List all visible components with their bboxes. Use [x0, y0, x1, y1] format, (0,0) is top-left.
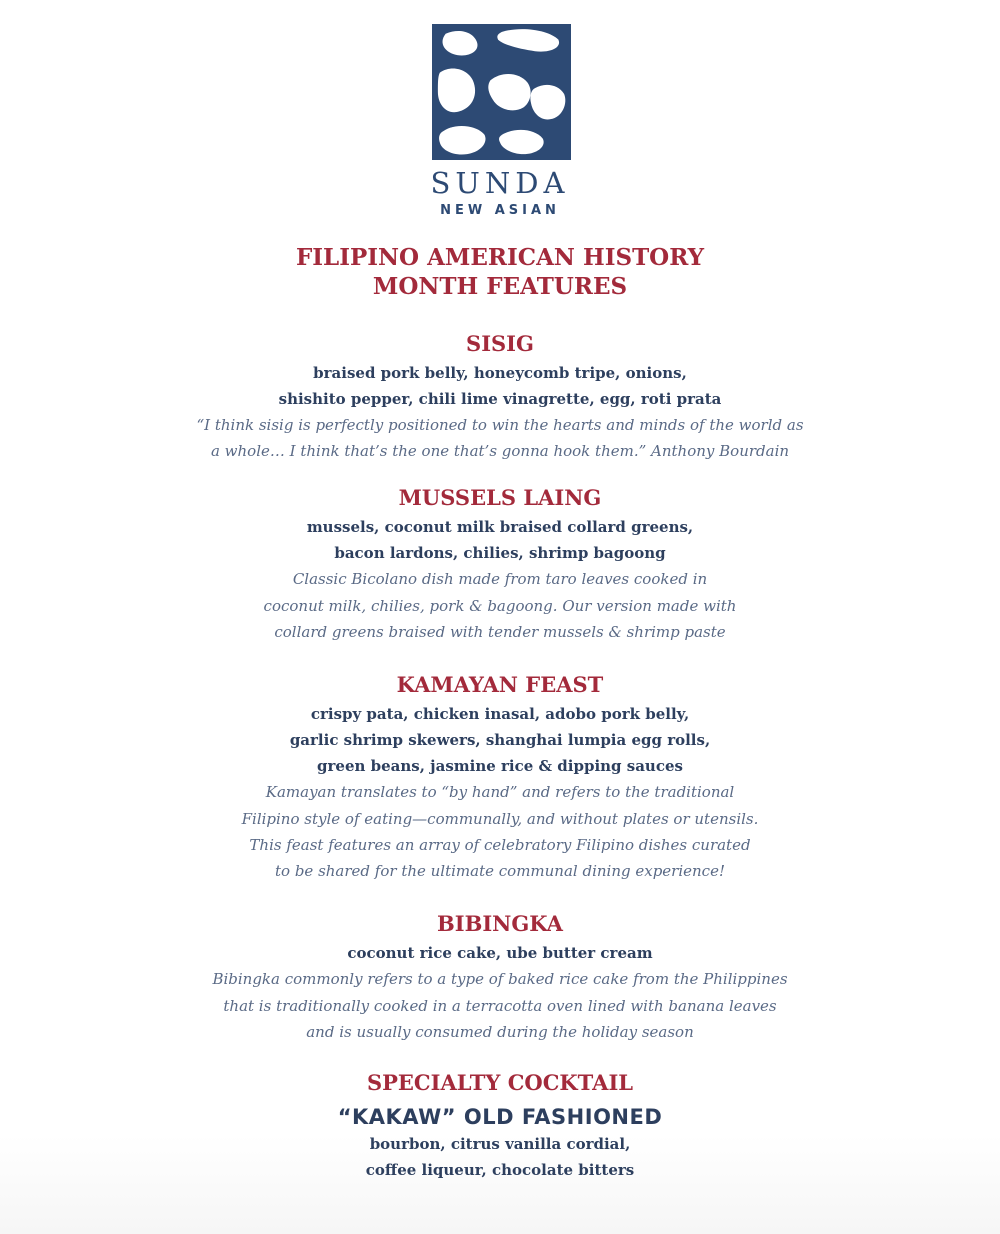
item-kamayan-feast-desc-line: crispy pata, chicken inasal, adobo pork belly,: [310, 705, 690, 723]
item-kamayan-feast-note-line: to be shared for the ultimate communal dining experience!: [275, 862, 725, 880]
item-mussels-laing-note-line: collard greens braised with tender mussels & shrimp paste: [274, 623, 726, 641]
brand-subtitle: NEW ASIAN: [440, 203, 560, 218]
item-kamayan-feast-desc-line: green beans, jasmine rice & dipping sauces: [317, 757, 683, 775]
cocktail-name: “KAKAW” OLD FASHIONED: [337, 1105, 663, 1129]
item-kamayan-feast-desc-line: garlic shrimp skewers, shanghai lumpia egg rolls,: [289, 731, 711, 749]
cocktail-desc-line: coffee liqueur, chocolate bitters: [365, 1161, 635, 1179]
item-kamayan-feast-note-line: Kamayan translates to “by hand” and refers to the traditional: [265, 783, 735, 801]
item-bibingka-name: BIBINGKA: [437, 911, 563, 936]
item-mussels-laing-name: MUSSELS LAING: [398, 485, 602, 510]
page-title-line-1: FILIPINO AMERICAN HISTORY: [295, 244, 705, 271]
item-mussels-laing-desc-line: bacon lardons, chilies, shrimp bagoong: [334, 544, 666, 562]
item-kamayan-feast-note-line: This feast features an array of celebratory Filipino dishes curated: [249, 836, 751, 854]
item-sisig-desc-line: shishito pepper, chili lime vinagrette, egg, roti prata: [278, 390, 722, 408]
item-sisig-name: SISIG: [466, 331, 534, 356]
item-bibingka-note-line: that is traditionally cooked in a terracotta oven lined with banana leaves: [223, 997, 777, 1015]
item-bibingka-note-line: Bibingka commonly refers to a type of baked rice cake from the Philippines: [212, 970, 788, 988]
brand-name: SUNDA: [430, 166, 570, 200]
sunda-logo-icon: [432, 24, 571, 160]
cocktail-desc-line: bourbon, citrus vanilla cordial,: [369, 1135, 631, 1153]
item-sisig-desc-line: braised pork belly, honeycomb tripe, onions,: [313, 364, 687, 382]
item-bibingka-desc-line: coconut rice cake, ube butter cream: [347, 944, 653, 962]
page-title-line-2: MONTH FEATURES: [372, 273, 628, 300]
item-mussels-laing-desc-line: mussels, coconut milk braised collard greens,: [306, 518, 694, 536]
item-kamayan-feast-note-line: Filipino style of eating—communally, and without plates or utensils.: [241, 810, 759, 828]
item-kamayan-feast-name: KAMAYAN FEAST: [396, 672, 604, 697]
item-mussels-laing-note-line: coconut milk, chilies, pork & bagoong. Our version made with: [263, 597, 737, 615]
item-mussels-laing-note-line: Classic Bicolano dish made from taro leaves cooked in: [292, 570, 708, 588]
cocktail-heading: SPECIALTY COCKTAIL: [366, 1070, 634, 1095]
item-bibingka-note-line: and is usually consumed during the holiday season: [306, 1023, 694, 1041]
item-sisig-note-line: “I think sisig is perfectly positioned to win the hearts and minds of the world as: [196, 416, 804, 434]
item-sisig-note-line: a whole… I think that’s the one that’s gonna hook them.” Anthony Bourdain: [210, 442, 790, 460]
